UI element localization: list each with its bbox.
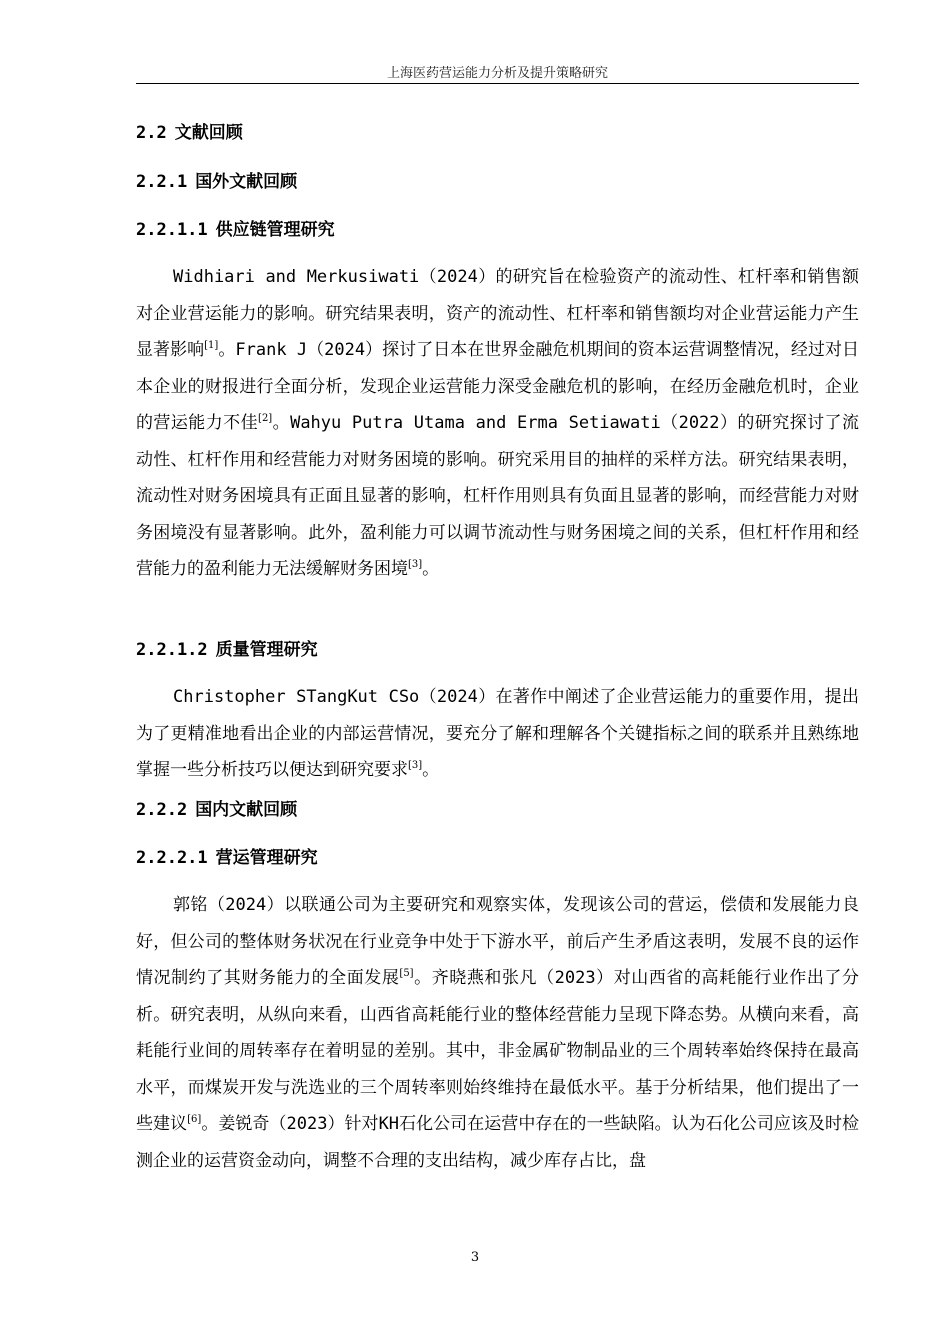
heading-number: 2.2 (136, 123, 167, 143)
paragraph-text: Widhiari and Merkusiwati（2024）的研究旨在检验资产的流动性、杠杆率和销售额对企业营运能力的影响。研究结果表明，资产的流动性、杠杆率和销售额均对企业营运能力产生显著影响 (136, 267, 859, 360)
heading-title: 国外文献回顾 (195, 172, 298, 192)
citation: [2] (258, 413, 273, 424)
heading-title: 国内文献回顾 (195, 800, 298, 820)
heading-title: 供应链管理研究 (215, 220, 335, 240)
heading-title: 文献回顾 (174, 123, 243, 143)
page-number: 3 (470, 1250, 480, 1265)
heading-2-2-1 (136, 171, 297, 193)
citation: [3] (408, 760, 423, 771)
heading-number: 2.2.1.2 (136, 640, 208, 660)
paragraph-foreign-supply-chain (136, 259, 859, 588)
heading-title: 质量管理研究 (215, 640, 318, 660)
paragraph-text: 。Wahyu Putra Utama and Erma Setiawati（2022）的研究探讨了流动性、杠杆作用和经营能力对财务困境的影响。研究采用目的抽样的采样方法。研究结果表明，流动性对财务困境具有正面且显著的影响，杠杆作用则具有负面且显著的影响，而经营能力对财务困境没有显著影响。此外，盈利能力可以调节流动性与财务困境之间的关系，但杠杆作用和经营能力的盈利能力无法缓解财务困境 (136, 413, 859, 579)
running-header: 上海医药营运能力分析及提升策略研究 (386, 66, 608, 81)
paragraph-text: 。姜锐奇（2023）针对KH石化公司在运营中存在的一些缺陷。认为石化公司应该及时检测企业的运营资金动向，调整不合理的支出结构，减少库存占比，盘 (136, 1114, 859, 1171)
citation: [1] (204, 340, 219, 351)
paragraph-text: 。 (422, 559, 440, 579)
heading-number: 2.2.2.1 (136, 848, 208, 868)
paragraph-text: 。Frank J（2024）探讨了日本在世界金融危机期间的资本运营调整情况，经过对日本企业的财报进行全面分析，发现企业运营能力深受金融危机的影响，在经历金融危机时，企业的营运能力不佳 (136, 340, 859, 433)
heading-number: 2.2.1 (136, 172, 188, 192)
heading-2-2-2 (136, 799, 297, 821)
paragraph-text: 郭铭（2024）以联通公司为主要研究和观察实体，发现该公司的营运，偿债和发展能力良好，但公司的整体财务状况在行业竞争中处于下游水平，前后产生矛盾这表明，发展不良的运作情况制约了其财务能力的全面发展 (136, 895, 859, 988)
heading-2-2 (136, 122, 243, 144)
citation: [5] (399, 968, 414, 979)
heading-2-2-1-1 (136, 219, 335, 241)
paragraph-text: 。 (422, 760, 440, 780)
paragraph-text: 。齐晓燕和张凡（2023）对山西省的高耗能行业作出了分析。研究表明，从纵向来看，山西省高耗能行业的整体经营能力呈现下降态势。从横向来看，高耗能行业间的周转率存在着明显的差别。其中，非金属矿物制品业的三个周转率始终保持在最高水平，而煤炭开发与洗选业的三个周转率则始终维持在最低水平。基于分析结果，他们提出了一些建议 (136, 968, 859, 1134)
header-rule (136, 83, 859, 84)
heading-number: 2.2.1.1 (136, 220, 208, 240)
paragraph-domestic-operations (136, 887, 859, 1179)
heading-2-2-2-1 (136, 847, 318, 869)
heading-number: 2.2.2 (136, 800, 188, 820)
citation: [6] (187, 1114, 202, 1125)
paragraph-foreign-quality (136, 679, 859, 789)
heading-title: 营运管理研究 (215, 848, 318, 868)
citation: [3] (408, 559, 423, 570)
heading-2-2-1-2 (136, 639, 318, 661)
paragraph-text: Christopher STangKut CSo（2024）在著作中阐述了企业营运能力的重要作用，提出为了更精准地看出企业的内部运营情况，要充分了解和理解各个关键指标之间的联系并且熟练地掌握一些分析技巧以便达到研究要求 (136, 687, 859, 780)
